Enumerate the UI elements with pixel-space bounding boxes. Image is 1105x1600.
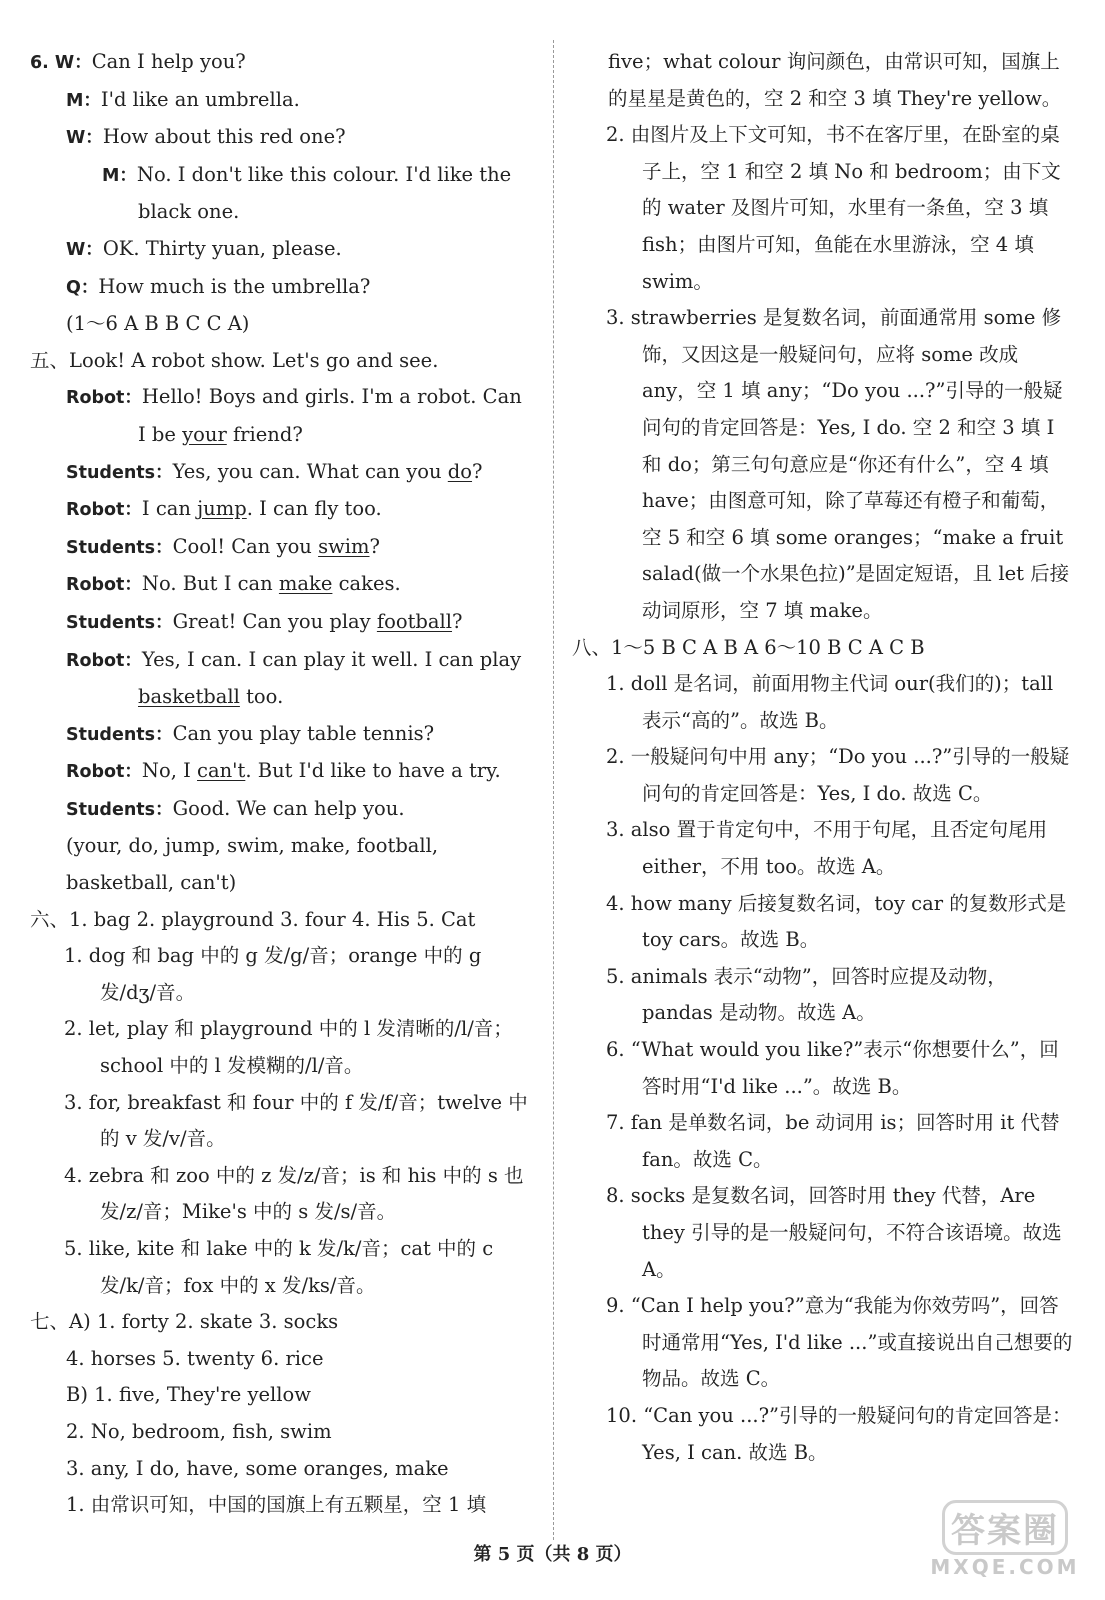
watermark-url: MXQE.COM	[930, 1555, 1080, 1579]
list-item: 3. for, breakfast 和 four 中的 f 发/f/音；twelve 中的 v 发/v/音。	[64, 1090, 528, 1151]
list-item: 3. also 置于肯定句中，不用于句尾，且否定句尾用 either，不用 too。故选 A。	[606, 818, 1048, 879]
list-item: 9. “Can I help you?”意为“我能为你效劳吗”，回答时通常用“Yes, I'd like ...”或直接说出自己想要的物品。故选 C。	[606, 1294, 1073, 1391]
section-7-b-line1: B) 1. five, They're yellow	[66, 1383, 311, 1407]
watermark-text: 答案圈	[942, 1500, 1068, 1555]
list-item: 4. zebra 和 zoo 中的 z 发/z/音；is 和 his 中的 s 也发/z/音；Mike's 中的 s 发/s/音。	[64, 1163, 524, 1224]
robot-dialog: Robot：Hello! Boys and girls. I'm a robot. Can I be your friend? Students：Yes, you can. What can you do? Robot：I can jump. I can fly too. Students：Cool! Can you swim? Robot：No. But I can make cakes. Students：Great! Can you play football? Robot：Yes, I can. I can play it well. I can play basketball too. Students：Can you play table tennis? Robot：No, I can't. But I'd like to have a try. Students：Good. We can help you.	[66, 385, 522, 820]
section-7-b-line3: 3. any, I do, have, some oranges, make	[66, 1456, 449, 1480]
list-item: 4. how many 后接复数名词，toy car 的复数形式是 toy cars。故选 B。	[606, 891, 1067, 952]
dialog-6: 6. W：Can I help you? M：I'd like an umbrella. W：How about this red one? M：No. I don't like this colour. I'd like the black one. W：OK. Thirty yuan, please. Q：How much is the umbrella?	[30, 50, 512, 298]
column-divider	[553, 40, 554, 1540]
list-item: 6. “What would you like?”表示“你想要什么”，回答时用“I'd like ...”。故选 B。	[606, 1038, 1059, 1098]
page-number: 第 5 页（共 8 页）	[473, 1544, 632, 1565]
left-column	[30, 44, 535, 1524]
list-item: 8. socks 是复数名词，回答时用 they 代替，Are they 引导的是一般疑问句，不符合该语境。故选 A。	[606, 1184, 1062, 1281]
section-7-explanation-1-start: 1. 由常识可知，中国的国旗上有五颗星，空 1 填	[66, 1493, 487, 1517]
list-item: 2. 一般疑问句中用 any；“Do you ...?”引导的一般疑问句的肯定回答是：Yes, I do. 故选 C。	[606, 745, 1070, 805]
section-5-answers: (your, do, jump, swim, make, football, basketball, can't)	[66, 834, 439, 895]
list-item: 1. doll 是名词，前面用物主代词 our(我们的)；tall 表示“高的”。故选 B。	[606, 672, 1054, 732]
section-8-explanations	[572, 666, 1077, 1471]
section-7-explanation-1-cont: five；what colour 询问颜色，由常识可知，国旗上的星星是黄色的，空 2 和空 3 填 They're yellow。	[608, 50, 1062, 110]
list-item: 7. fan 是单数名词，be 动词用 is；回答时用 it 代替 fan。故选 C。	[606, 1111, 1060, 1171]
section-6-title: 六、1. bag 2. playground 3. four 4. His 5. Cat	[30, 907, 476, 931]
list-item: 5. like, kite 和 lake 中的 k 发/k/音；cat 中的 c 发/k/音；fox 中的 x 发/ks/音。	[64, 1237, 494, 1297]
section-6-explanations	[30, 938, 535, 1304]
list-item: 1. dog 和 bag 中的 g 发/g/音；orange 中的 g 发/dʒ/音。	[64, 944, 482, 1004]
right-column	[572, 44, 1077, 1471]
section-7-b-line2: 2. No, bedroom, fish, swim	[66, 1419, 332, 1443]
section-7-explanation-3: 3. strawberries 是复数名词，前面通常用 some 修饰，又因这是一般疑问句，应将 some 改成 any，空 1 填 any；“Do you ...?”引导的一般疑问句的肯定回答是：Yes, I do. 空 2 和空 3 填 I 和 do；第三句句意应是“你还有什么”，空 4 填 have；由图意可知，除了草莓还有橙子和葡萄，空 5 和空 6 填 some oranges；“make a fruit salad(做一个水果色拉)”是固定短语，且 let 后接动词原形，空 7 填 make。	[606, 306, 1070, 622]
section-8-title: 八、1～5 B C A B A 6～10 B C A C B	[572, 635, 925, 659]
answers-1-6: (1～6 A B B C C A)	[66, 312, 250, 336]
section-5-title: 五、Look! A robot show. Let's go and see.	[30, 348, 439, 372]
list-item: 10. “Can you ...?”引导的一般疑问句的肯定回答是：Yes, I can. 故选 B。	[606, 1403, 1072, 1464]
watermark-logo	[930, 1500, 1080, 1590]
list-item: 2. let, play 和 playground 中的 l 发清晰的/l/音；school 中的 l 发模糊的/l/音。	[64, 1017, 513, 1078]
section-7-a-line2: 4. horses 5. twenty 6. rice	[66, 1346, 324, 1370]
section-7-explanation-2: 2. 由图片及上下文可知，书不在客厅里，在卧室的桌子上，空 1 和空 2 填 No 和 bedroom；由下文的 water 及图片可知，水里有一条鱼，空 3 填 fish；由图片可知，鱼能在水里游泳，空 4 填 swim。	[606, 123, 1061, 293]
section-7-a-line1: 七、A) 1. forty 2. skate 3. socks	[30, 1310, 339, 1334]
list-item: 5. animals 表示“动物”，回答时应提及动物，pandas 是动物。故选 A。	[606, 964, 1007, 1025]
